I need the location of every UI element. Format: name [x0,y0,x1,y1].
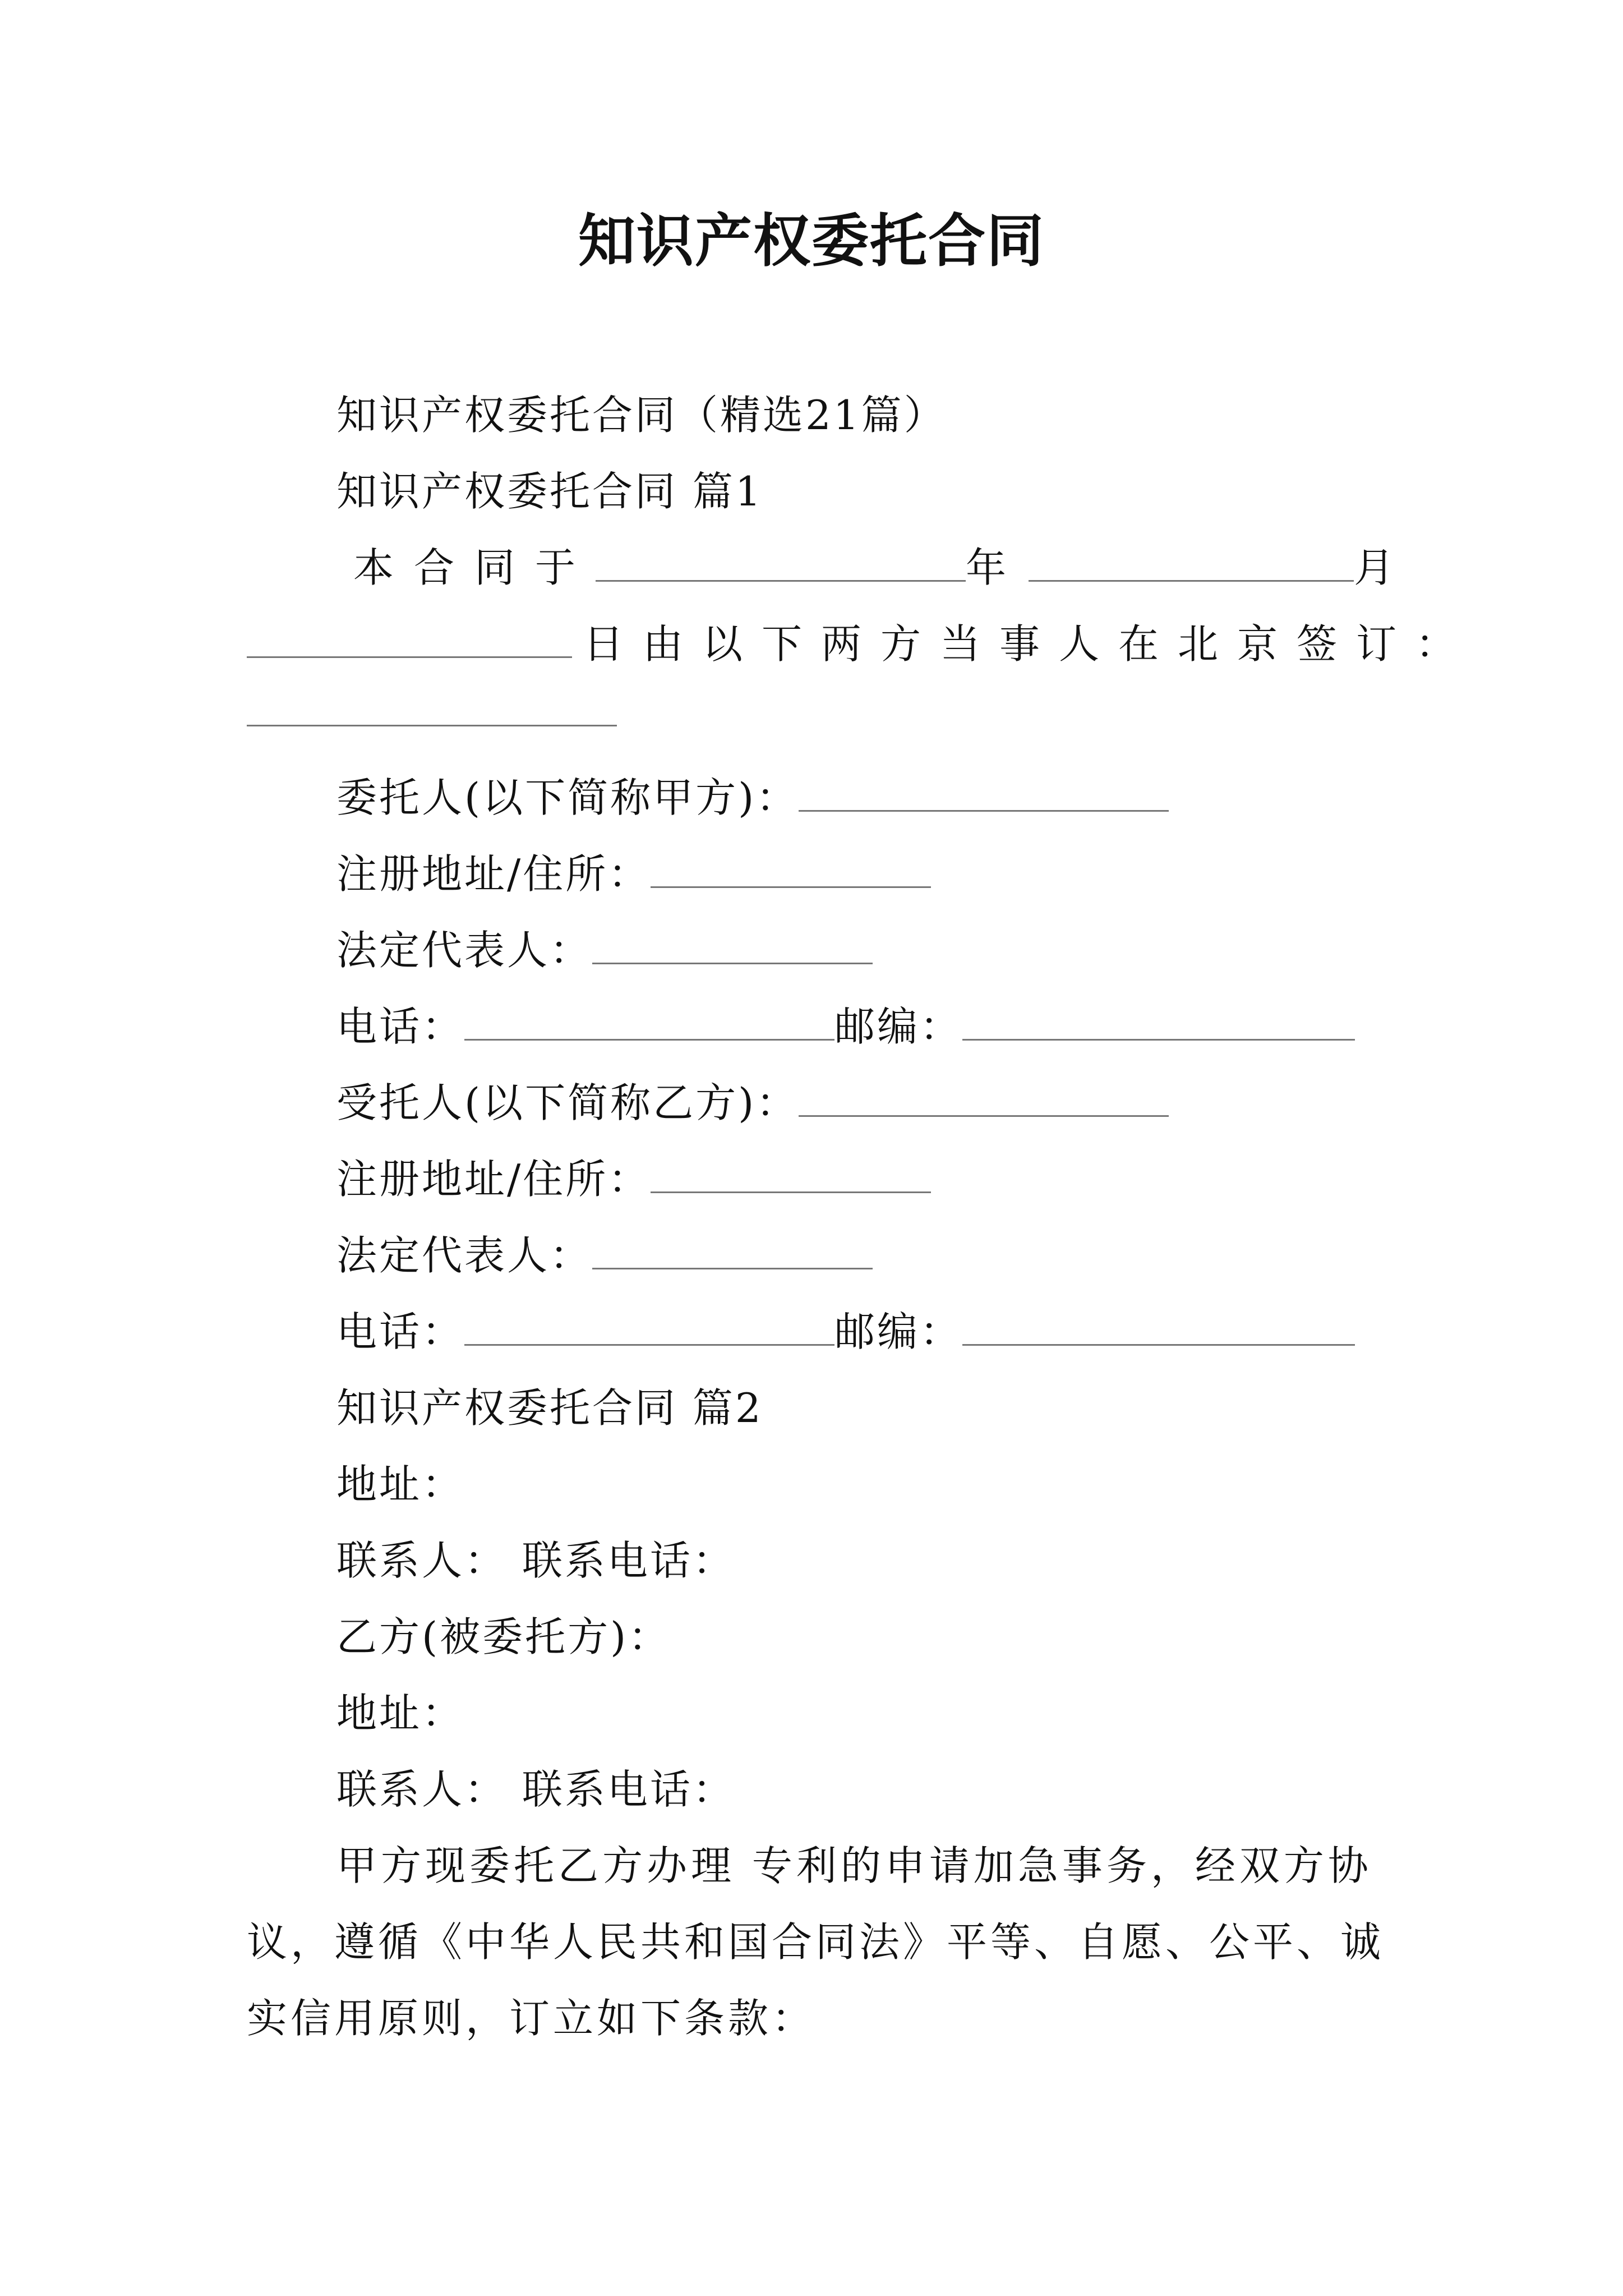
address-line-2: 地址： [336,1690,465,1737]
article-1-heading: 知识产权委托合同 篇1 [336,468,763,515]
agent-post-blank [962,1309,1355,1346]
agent-rep-blank [592,1233,873,1269]
party-b-line: 乙方(被委托方)： [336,1613,671,1660]
intro-text-part1: 本合同于 [353,544,596,591]
document-title: 知识产权委托合同 [578,208,1045,275]
intro-line-1 [353,540,1394,596]
intro-line-3 [247,684,617,740]
client-rep-label: 法定代表人： [336,927,593,974]
client-post-blank [962,1004,1355,1041]
client-phone-row [336,999,1355,1055]
client-row [336,770,1169,826]
address-line-1: 地址： [336,1461,465,1508]
agent-address-blank [651,1157,931,1193]
client-rep-row [336,922,873,978]
client-address-blank [651,852,931,888]
document-subtitle: 知识产权委托合同（精选21篇） [336,392,947,439]
agent-rep-label: 法定代表人： [336,1232,593,1279]
agent-post-label: 邮编： [834,1308,963,1355]
contact-line-1: 联系人： 联系电话： [336,1537,735,1584]
month-blank [1029,545,1354,582]
client-rep-blank [592,928,873,964]
intro-year-label: 年 [966,544,1012,591]
day-blank [247,622,572,658]
agent-row [336,1075,1169,1131]
year-blank [596,545,966,582]
intro-month-label: 月 [1354,544,1395,591]
client-post-label: 邮编： [834,1003,963,1050]
agent-address-row [336,1151,931,1207]
paragraph-line-3: 实信用原则，订立如下条款： [247,1995,816,2042]
client-blank [799,775,1169,812]
client-phone-blank [464,1004,834,1041]
client-phone-label: 电话： [336,1003,465,1050]
intro-text-part2: 日由以下两方当事人在北京签订： [583,620,1476,668]
paragraph-line-2: 议，遵循《中华人民共和国合同法》平等、自愿、公平、诚 [247,1918,1385,1966]
agent-phone-label: 电话： [336,1308,465,1355]
agent-rep-row [336,1227,873,1283]
agent-address-label: 注册地址/住所： [336,1156,651,1203]
paragraph-line-1: 甲方现委托乙方办理 专利的申请加急事务，经双方协 [336,1842,1372,1889]
contact-line-2: 联系人： 联系电话： [336,1766,735,1813]
intro-line-2 [247,616,1475,672]
article-2-heading: 知识产权委托合同 篇2 [336,1384,763,1432]
signing-place-blank [247,690,617,726]
client-address-row [336,846,931,902]
agent-phone-row [336,1304,1355,1360]
agent-phone-blank [464,1309,834,1346]
agent-label: 受托人(以下简称乙方)： [336,1079,799,1126]
client-label: 委托人(以下简称甲方)： [336,774,799,821]
client-address-label: 注册地址/住所： [336,850,651,898]
agent-blank [799,1080,1169,1117]
